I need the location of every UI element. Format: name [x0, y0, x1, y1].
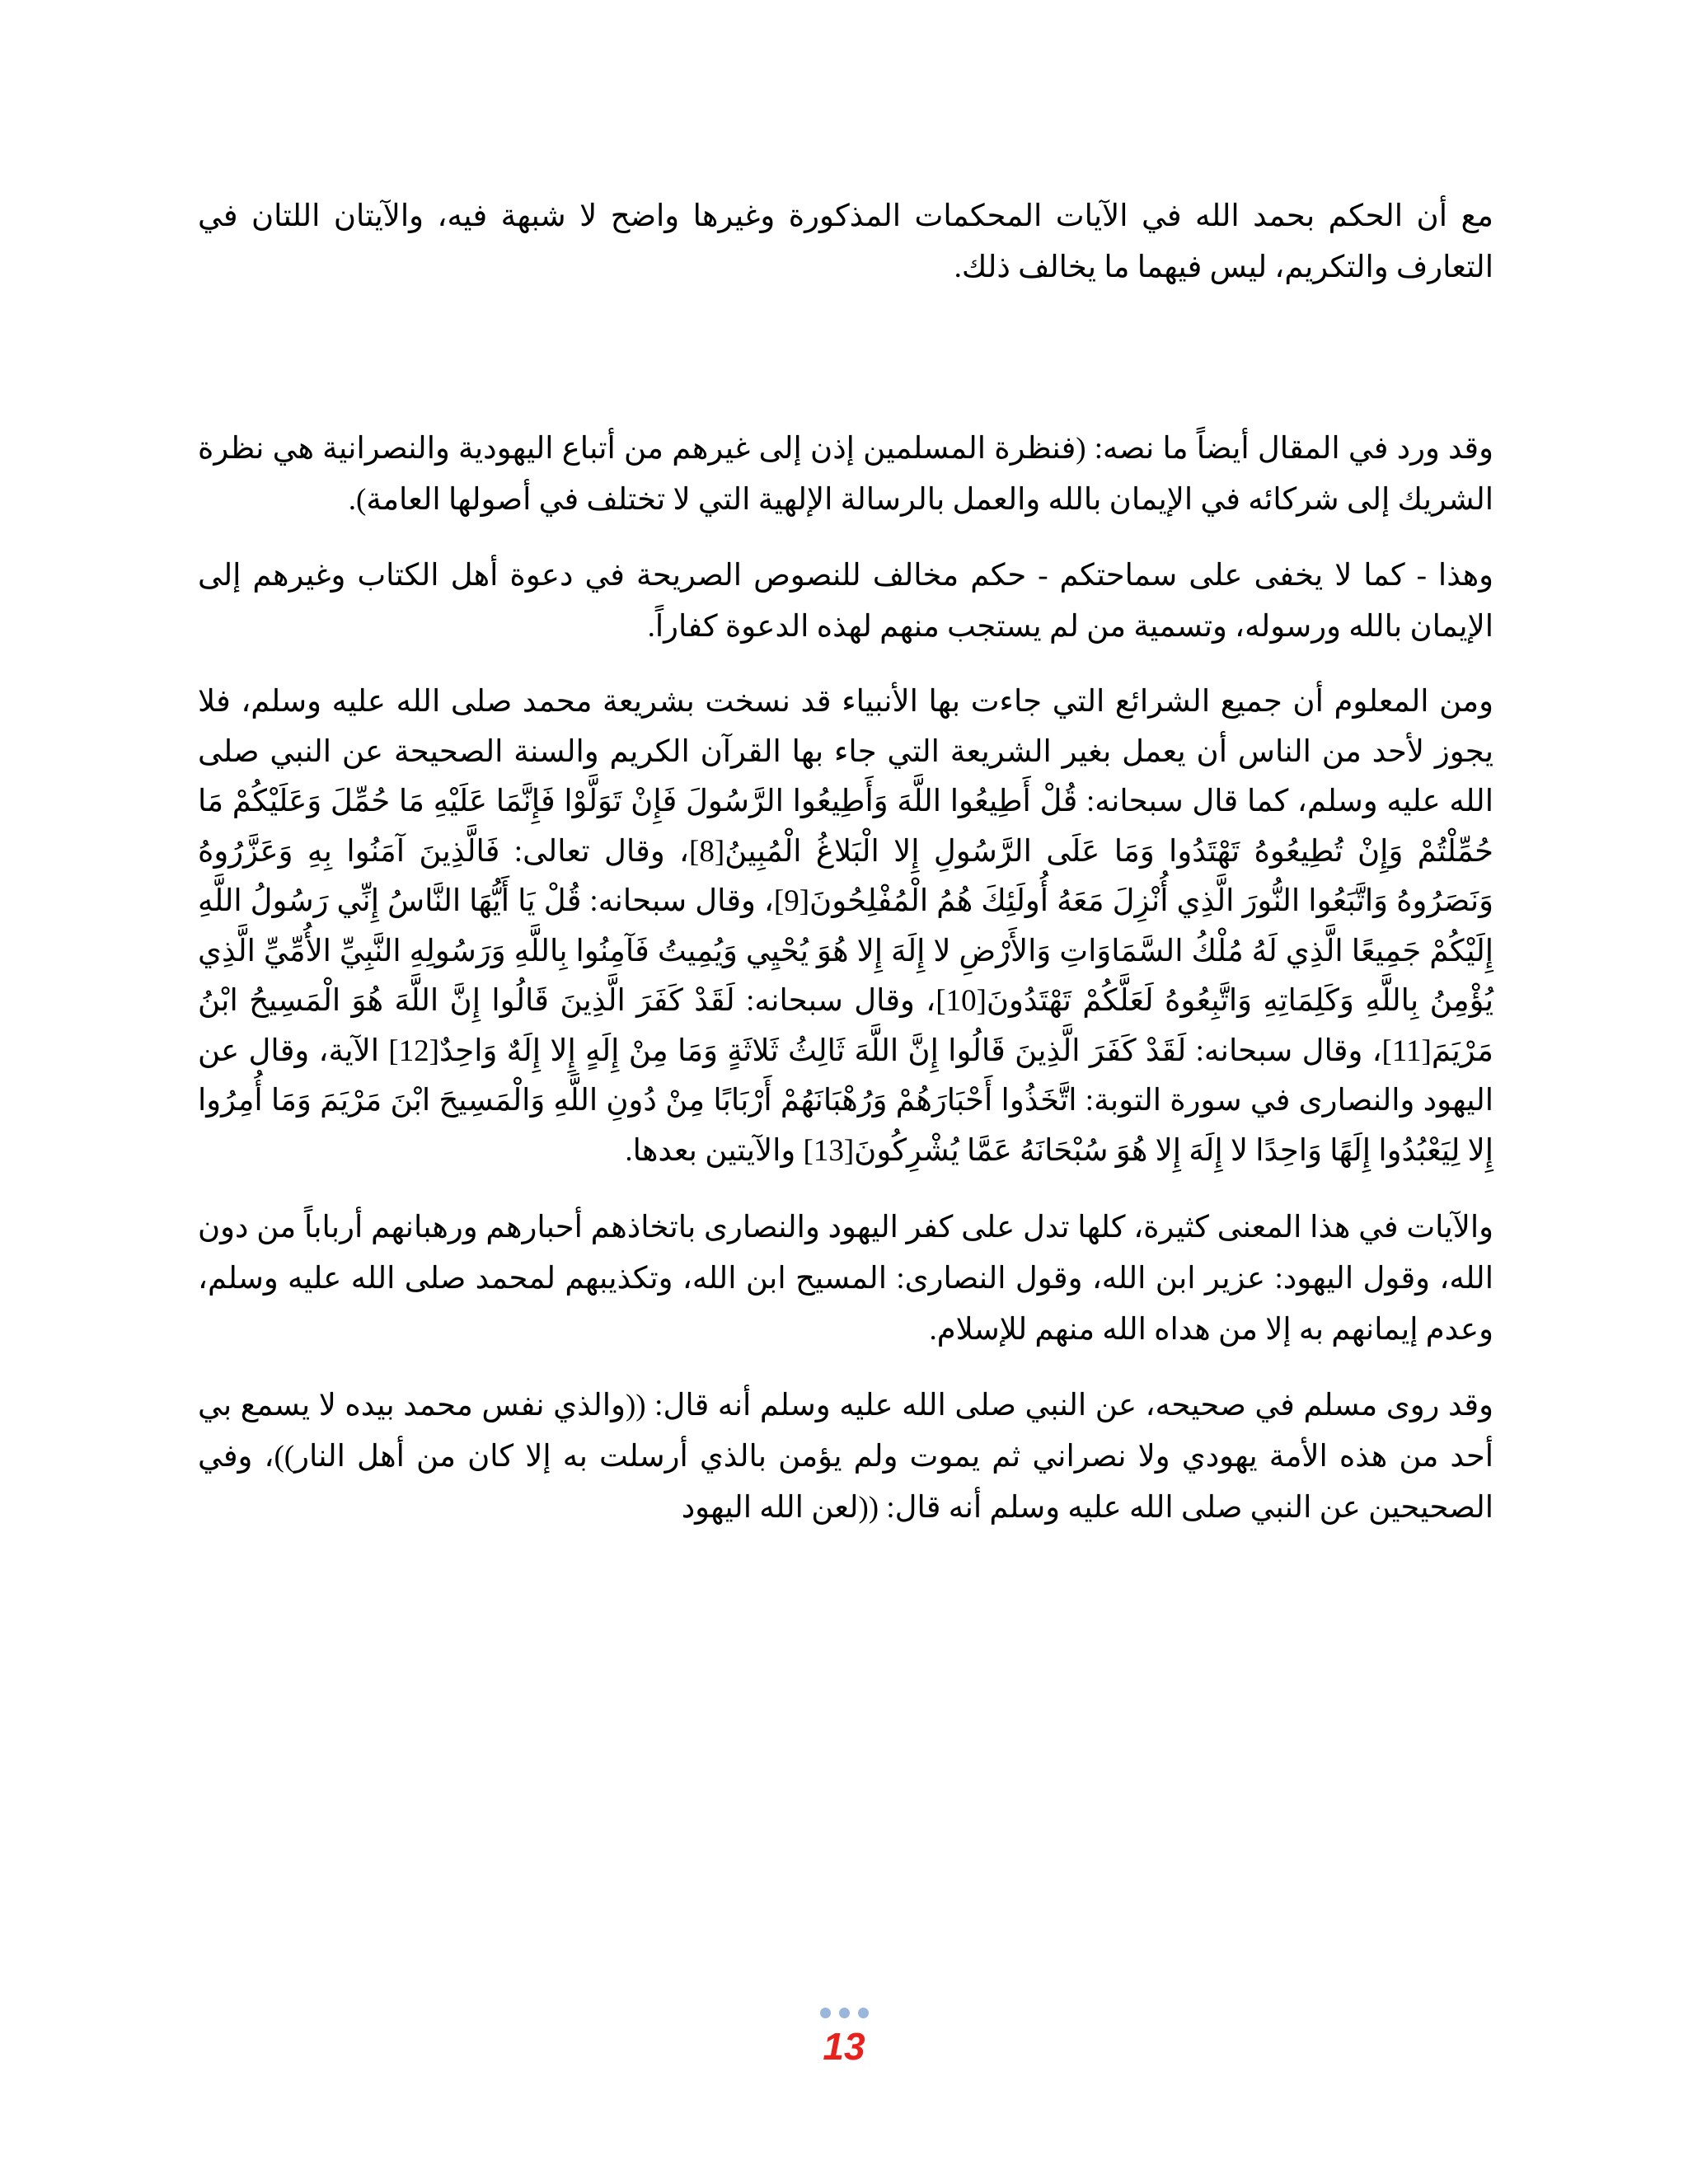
paragraph-6: وقد روى مسلم في صحيحه، عن النبي صلى الله عليه وسلم أنه قال: ((والذي نفس محمد بيده لا يسمع بي أحد من هذه الأمة يهودي ولا نصراني ثم يموت ولم يؤمن بالذي أرسلت به إلا كان من أهل النار))، وفي الصحيحين عن النبي صلى الله عليه وسلم أنه قال: ((لعن الله اليهود: [198, 1389, 1493, 1525]
document-page: [198, 191, 1493, 1534]
paragraph-2: وقد ورد في المقال أيضاً ما نصه: (فنظرة المسلمين إذن إلى غيرهم من أتباع اليهودية والنصرانية هي نظرة الشريك إلى شركائه في الإيمان بالله والعمل بالرسالة الإلهية التي لا تختلف في أصولها العامة).: [198, 432, 1493, 517]
paragraph-3: وهذا - كما لا يخفى على سماحتكم - حكم مخالف للنصوص الصريحة في دعوة أهل الكتاب وغيرهم إلى الإيمان بالله ورسوله، وتسمية من لم يستجب منهم لهذه الدعوة كفاراً.: [198, 559, 1493, 644]
dot-icon: [820, 2008, 831, 2018]
dot-icon: [858, 2008, 869, 2018]
paragraph-1: مع أن الحكم بحمد الله في الآيات المحكمات المذكورة وغيرها واضح لا شبهة فيه، والآيتان اللتان في التعارف والتكريم، ليس فيهما ما يخالف ذلك.: [198, 199, 1493, 284]
page-footer: [0, 2008, 1688, 2067]
dot-icon: [839, 2008, 850, 2018]
paragraph-5: والآيات في هذا المعنى كثيرة، كلها تدل على كفر اليهود والنصارى باتخاذهم أحبارهم ورهبانهم أرباباً من دون الله، وقول اليهود: عزير ابن الله، وقول النصارى: المسيح ابن الله، وتكذيبهم لمحمد صلى الله عليه وسلم، وعدم إيمانهم به إلا من هداه الله منهم للإسلام.: [198, 1211, 1493, 1347]
paragraph-4: ومن المعلوم أن جميع الشرائع التي جاءت بها الأنبياء قد نسخت بشريعة محمد صلى الله عليه وسلم، فلا يجوز لأحد من الناس أن يعمل بغير الشريعة التي جاء بها القرآن الكريم والسنة الصحيحة عن النبي صلى الله عليه وسلم، كما قال سبحانه: قُلْ أَطِيعُوا اللَّهَ وَأَطِيعُوا الرَّسُولَ فَإِنْ تَوَلَّوْا فَإِنَّمَا عَلَيْهِ مَا حُمِّلَ وَعَلَيْكُمْ مَا حُمِّلْتُمْ وَإِنْ تُطِيعُوهُ تَهْتَدُوا وَمَا عَلَى الرَّسُولِ إِلا الْبَلاغُ الْمُبِينُ[8]، وقال تعالى: فَالَّذِينَ آمَنُوا بِهِ وَعَزَّرُوهُ وَنَصَرُوهُ وَاتَّبَعُوا النُّورَ الَّذِي أُنْزِلَ مَعَهُ أُولَئِكَ هُمُ الْمُفْلِحُونَ[9]، وقال سبحانه: قُلْ يَا أَيُّهَا النَّاسُ إِنِّي رَسُولُ اللَّهِ إِلَيْكُمْ جَمِيعًا الَّذِي لَهُ مُلْكُ السَّمَاوَاتِ وَالأَرْضِ لا إِلَهَ إِلا هُوَ يُحْيِي وَيُمِيتُ فَآمِنُوا بِاللَّهِ وَرَسُولِهِ النَّبِيِّ الأُمِّيِّ الَّذِي يُؤْمِنُ بِاللَّهِ وَكَلِمَاتِهِ وَاتَّبِعُوهُ لَعَلَّكُمْ تَهْتَدُونَ[10]، وقال سبحانه: لَقَدْ كَفَرَ الَّذِينَ قَالُوا إِنَّ اللَّهَ هُوَ الْمَسِيحُ ابْنُ مَرْيَمَ[11]، وقال سبحانه: لَقَدْ كَفَرَ الَّذِينَ قَالُوا إِنَّ اللَّهَ ثَالِثُ ثَلاثَةٍ وَمَا مِنْ إِلَهٍ إِلا إِلَهٌ وَاحِدٌ[12] الآية، وقال عن اليهود والنصارى في سورة التوبة: اتَّخَذُوا أَحْبَارَهُمْ وَرُهْبَانَهُمْ أَرْبَابًا مِنْ دُونِ اللَّهِ وَالْمَسِيحَ ابْنَ مَرْيَمَ وَمَا أُمِرُوا إِلا لِيَعْبُدُوا إِلَهًا وَاحِدًا لا إِلَهَ إِلا هُوَ سُبْحَانَهُ عَمَّا يُشْرِكُونَ[13] والآيتين بعدها.: [198, 685, 1493, 1168]
page-number: 13: [823, 2025, 865, 2068]
ellipsis-dots-icon: [0, 2008, 1688, 2019]
